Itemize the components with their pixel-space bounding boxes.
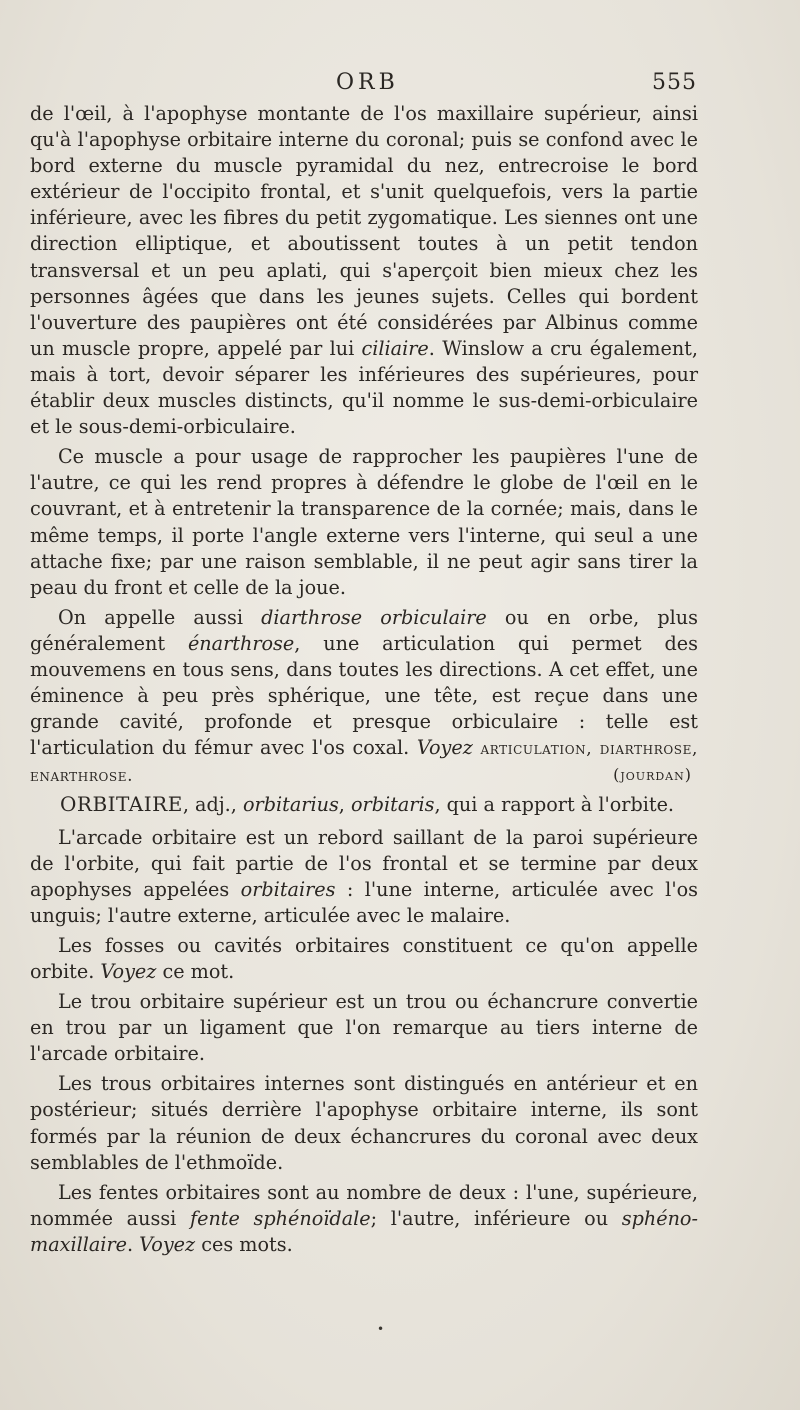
page-number: 555 [652, 70, 697, 95]
italic-term: orbitaires [240, 877, 336, 901]
paragraph [30, 825, 698, 929]
paragraph [30, 1180, 698, 1258]
italic-term: Voyez [416, 736, 473, 760]
italic-term: énarthrose [187, 631, 295, 655]
dictionary-entry [30, 791, 698, 818]
text-run: Ce muscle a pour usage de rapprocher les paupières l'une de l'autre, ce qui les rend propres à défendre le globe de l'œil en le couvrant, et à entretenir la transparence de la cornée; mais, dans le même temps, il porte l'angle externe vers l'interne, qui seul a une attache fixe; par une raison semblable, il ne peut agir sans tirer la peau du front et celle de la joue. [30, 445, 698, 599]
text-run: , [338, 793, 351, 817]
text-run: Les trous orbitaires internes sont distingués en antérieur et en postérieur; situés derrière l'apophyse orbitaire interne, ils sont formés par la réunion de deux échancrures du coronal avec deux semblables de l'ethmoïde. [30, 1072, 698, 1174]
italic-term: ciliaire [361, 336, 429, 360]
text-run: L'arcade orbitaire est un rebord saillant de la paroi supérieure de l'orbite, qui fait partie de l'os frontal et se termine par deux apophyses appelées [30, 825, 698, 901]
italic-term: Voyez [139, 1232, 196, 1256]
italic-term: sphéno-maxillaire [30, 1206, 698, 1256]
italic-term: fente sphénoïdale [189, 1206, 371, 1230]
paragraph [30, 989, 698, 1067]
text-run: , une articulation qui permet des mouvemens en tous sens, dans toutes les directions. A cet effet, une éminence à peu près sphérique, une tête, est reçue dans une grande cavité, profonde et presque orbiculaire : telle est l'articulation du fémur avec l'os coxal. [30, 631, 698, 760]
text-run: Le trou orbitaire supérieur est un trou ou échancrure convertie en trou par un ligament que l'on remarque au tiers interne de l'arcade orbitaire. [30, 990, 698, 1066]
text-run: de l'œil, à l'apophyse montante de l'os maxillaire supérieur, ainsi qu'à l'apophyse orbitaire interne du coronal; puis se confond avec le bord externe du muscle pyramidal du nez, entrecroise le bord extérieur de l'occipito frontal, et s'unit quelquefois, vers la partie inférieure, avec les fibres du petit zygomatique. Les siennes ont une direction elliptique, et aboutissent toutes à un petit tendon transversal et un peu aplati, qui s'aperçoit bien mieux chez les personnes âgées que dans les jeunes sujets. Celles qui bordent l'ouverture des paupières ont été considérées par Albinus comme un muscle propre, appelé par lui [30, 102, 698, 360]
paragraph [30, 444, 698, 601]
text-run: On appelle aussi [58, 605, 262, 629]
text-run: ou en orbe, plus généralement [30, 605, 698, 655]
text-run: . [126, 1232, 140, 1256]
text-run: , qui a rapport à l'orbite. [434, 793, 675, 817]
page-header [0, 70, 800, 104]
author-signature: (jourdan) [613, 765, 692, 785]
text-run: Les fosses ou cavités orbitaires constituent ce qu'on appelle orbite. [30, 933, 698, 983]
italic-term: Voyez [100, 960, 157, 983]
running-head: ORB [336, 70, 399, 95]
italic-term: orbitarius [242, 793, 339, 817]
headword: ORBITAIRE [60, 792, 183, 817]
italic-term: orbitaris [351, 793, 435, 817]
paragraph [30, 605, 698, 790]
body-text [30, 101, 698, 1258]
text-run: ces mots. [195, 1232, 293, 1256]
text-run: ; l'autre, inférieure ou [370, 1206, 622, 1230]
footer-mark: • [377, 1322, 385, 1336]
paragraph [30, 933, 698, 985]
text-run: ce mot. [156, 960, 235, 983]
text-run: , adj., [182, 793, 243, 817]
text-run: : l'une interne, articulée avec l'os unguis; l'autre externe, articulée avec le malaire. [30, 877, 698, 927]
cross-reference: articulation, diarthrose, enarthrose. [30, 739, 698, 787]
text-run: . Winslow a cru également, mais à tort, devoir séparer les inférieures des supérieures, pour établir deux muscles distincts, qu'il nomme le sus-demi-orbiculaire et le sous-demi-orbiculaire. [30, 336, 698, 439]
paragraph [30, 1071, 698, 1175]
paragraph [30, 101, 698, 440]
text-run: Les fentes orbitaires sont au nombre de deux : l'une, supérieure, nommée aussi [30, 1180, 698, 1230]
italic-term: diarthrose orbiculaire [261, 605, 487, 629]
